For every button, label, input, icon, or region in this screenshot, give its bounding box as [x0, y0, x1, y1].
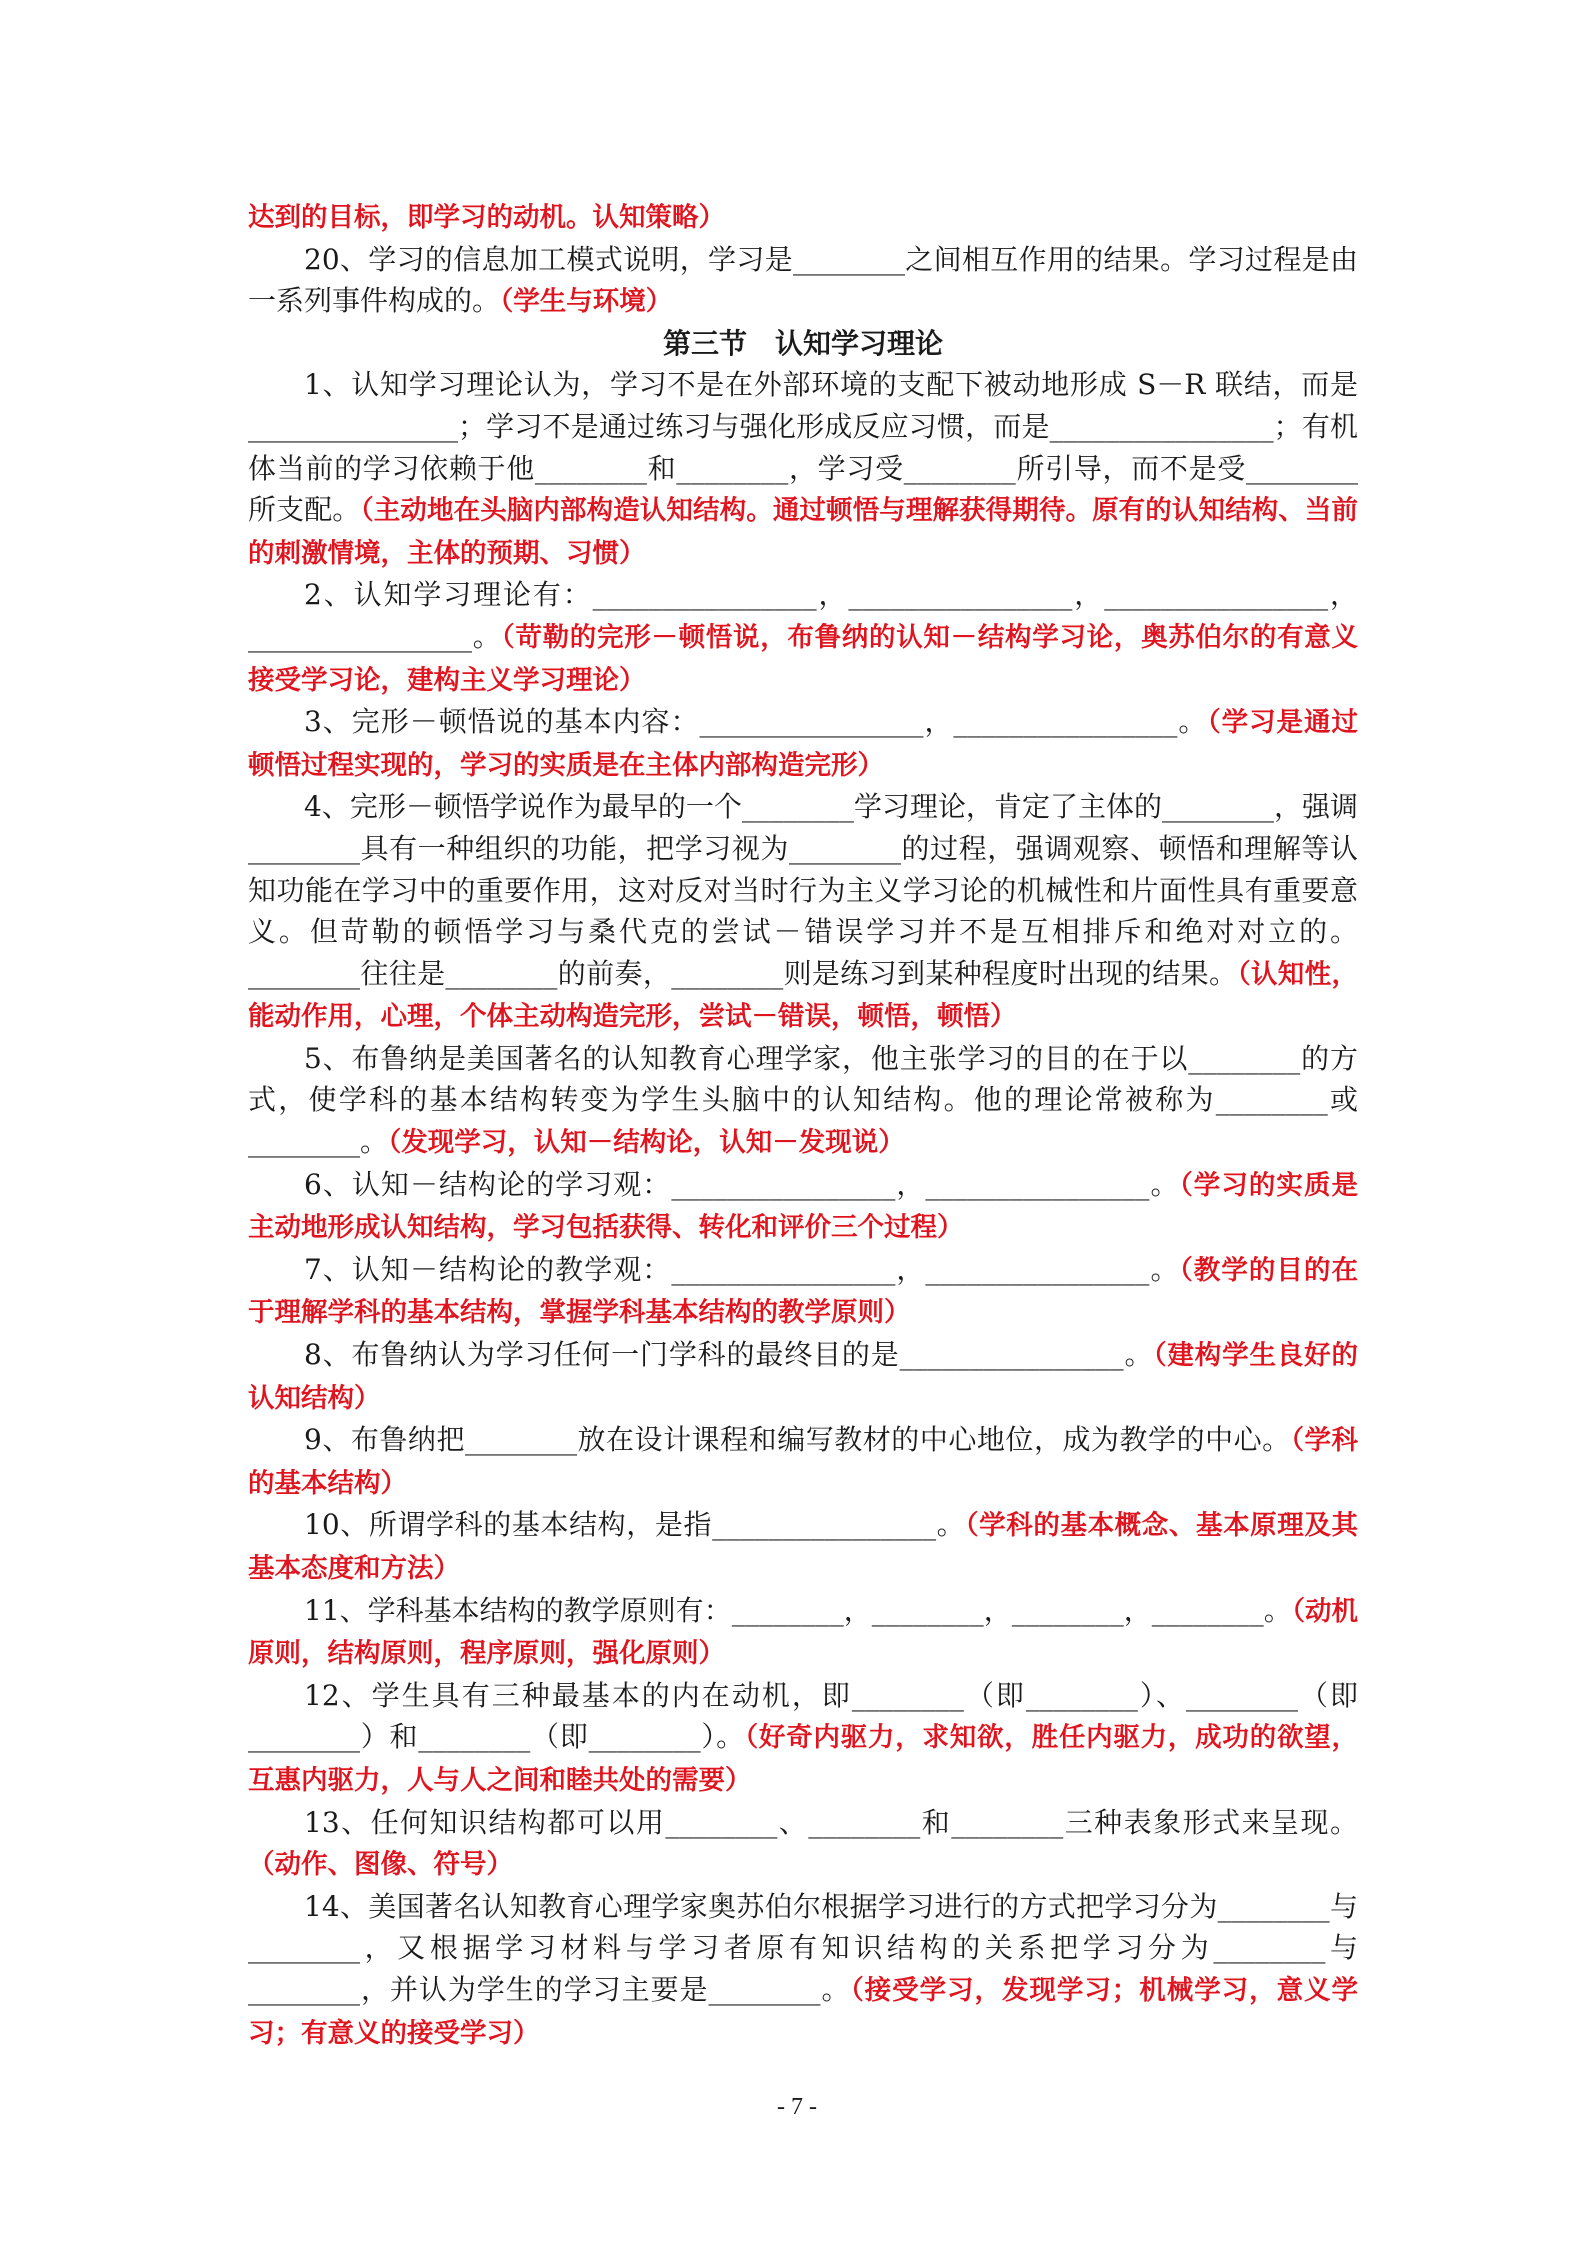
question-text: 3、完形－顿悟说的基本内容：________________，________________。 [304, 705, 1208, 739]
answer-text: （发现学习，认知－结构论，认知－发现说） [388, 1127, 905, 1159]
answer-text: （学科的基本结构） [248, 1425, 1358, 1499]
question-8 [248, 1334, 1358, 1419]
question-text: 1、认知学习理论认为，学习不是在外部环境的支配下被动地形成 S－R 联结，而是_______________；学习不是通过练习与强化形成反应习惯，而是________________；有机体当前的学习依赖于他________和________，学习受________所引导，而不是受________所支配。 [248, 368, 1358, 527]
question-text: 5、布鲁纳是美国著名的认知教育心理学家，他主张学习的目的在于以________的方式，使学科的基本结构转变为学生头脑中的认知结构。他的理论常被称为________或________。 [248, 1041, 1358, 1159]
answer-text: （主动地在头脑内部构造认知结构。通过顿悟与理解获得期待。原有的认知结构、当前的刺激情境，主体的预期、习惯） [248, 495, 1358, 569]
answer-text: （学习的实质是主动地形成认知结构，学习包括获得、转化和评价三个过程） [248, 1169, 1358, 1244]
answer-text: （好奇内驱力，求知欲，胜任内驱力，成功的欲望，互惠内驱力，人与人之间和睦共处的需要） [248, 1722, 1358, 1796]
question-4 [248, 786, 1358, 1038]
question-text: 11、学科基本结构的教学原则有：________，________，________，________。 [304, 1593, 1292, 1627]
question-text: 2、认知学习理论有：________________，________________，________________，________________。 [248, 578, 1358, 653]
question-text: 4、完形－顿悟学说作为最早的一个________学习理论，肯定了主体的________，强调________具有一种组织的功能，把学习视为________的过程，强调观察、顿悟和理解等认知功能在学习中的重要作用，这对反对当时行为主义学习论的机械性和片面性具有重要意义。但苛勒的顿悟学习与桑代克的尝试－错误学习并不是互相排斥和绝对对立的。________往往是________的前奏，________则是练习到某种程度时出现的结果。 [248, 790, 1358, 990]
question-text: 9、布鲁纳把________放在设计课程和编写教材的中心地位，成为教学的中心。 [304, 1423, 1291, 1457]
question-text: 13、任何知识结构都可以用________、________和________三种表象形式来呈现。 [304, 1805, 1358, 1839]
question-20 [248, 239, 1358, 323]
question-7 [248, 1249, 1358, 1334]
answer-text: （动机原则，结构原则，程序原则，强化原则） [248, 1595, 1358, 1670]
question-text: 10、所谓学科的基本结构，是指________________。 [304, 1508, 966, 1542]
question-2 [248, 574, 1358, 701]
question-text: 6、认知－结构论的学习观：________________，________________。 [304, 1167, 1180, 1201]
page-number: - 7 - [777, 2094, 817, 2120]
answer-text: （学科的基本概念、基本原理及其基本态度和方法） [248, 1510, 1358, 1584]
question-text: 14、美国著名认知教育心理学家奥苏伯尔根据学习进行的方式把学习分为________与________，又根据学习材料与学习者原有知识结构的关系把学习分为________与________，并认为学生的学习主要是________。 [248, 1889, 1358, 2006]
answer-text: （接受学习，发现学习；机械学习，意义学习；有意义的接受学习） [248, 1974, 1358, 2049]
question-text: 7、认知－结构论的教学观：________________，________________。 [304, 1252, 1180, 1286]
question-text: 20、学习的信息加工模式说明，学习是________之间相互作用的结果。学习过程是由一系列事件构成的。 [248, 242, 1358, 318]
answer-text: （动作、图像、符号） [248, 1849, 513, 1881]
question-1 [248, 364, 1358, 574]
section-heading: 第三节 认知学习理论 [662, 326, 943, 360]
question-10 [248, 1504, 1358, 1589]
question-14 [248, 1886, 1358, 2054]
question-text: 8、布鲁纳认为学习任何一门学科的最终目的是________________。 [304, 1338, 1154, 1372]
question-6 [248, 1164, 1358, 1249]
answer-text: （学生与环境） [500, 286, 673, 318]
paragraph-continued [248, 196, 1358, 239]
answer-text: （认知性，能动作用，心理，个体主动构造完形，尝试－错误，顿悟，顿悟） [248, 958, 1358, 1033]
question-11 [248, 1590, 1358, 1675]
answer-text: （建构学生良好的认知结构） [248, 1340, 1358, 1414]
answer-text: （教学的目的在于理解学科的基本结构，掌握学科基本结构的教学原则） [248, 1254, 1358, 1329]
answer-text: 达到的目标，即学习的动机。认知策略） [248, 202, 725, 233]
question-text: 12、学生具有三种最基本的内在动机，即________（即________）、________（即________）和________（即________）。 [248, 1678, 1358, 1754]
document-body [248, 196, 1358, 2054]
answer-text: （苛勒的完形－顿悟说，布鲁纳的认知－结构学习论，奥苏伯尔的有意义接受学习论，建构主义学习理论） [248, 621, 1358, 696]
question-12 [248, 1675, 1358, 1802]
question-13 [248, 1802, 1358, 1886]
question-5 [248, 1038, 1358, 1164]
answer-text: （学习是通过顿悟过程实现的，学习的实质是在主体内部构造完形） [248, 707, 1358, 781]
question-9 [248, 1419, 1358, 1504]
question-3 [248, 701, 1358, 786]
